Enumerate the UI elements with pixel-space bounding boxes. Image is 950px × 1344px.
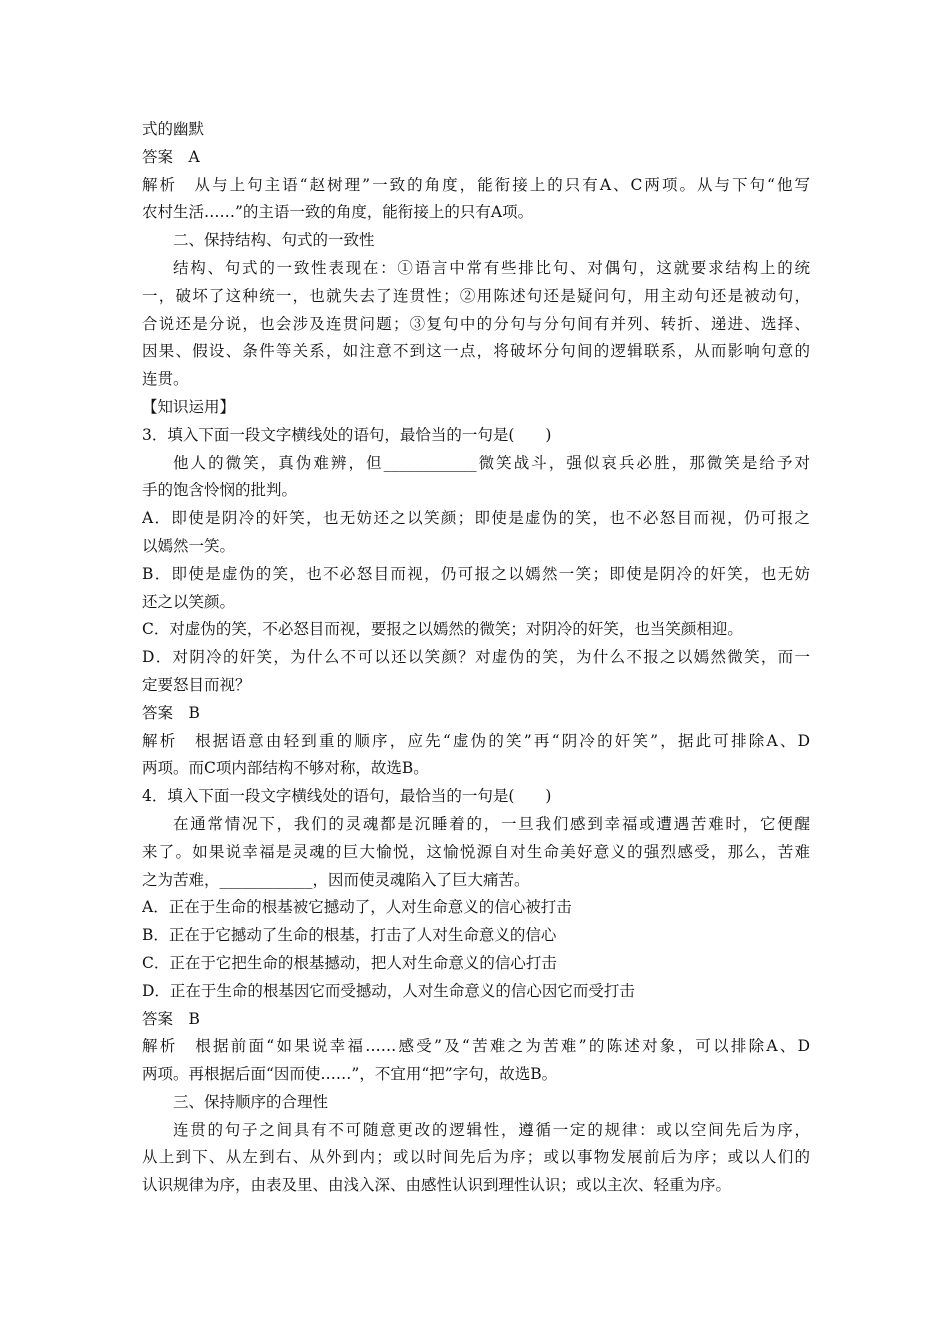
text-line: 结构、句式的一致性表现在：①语言中常有些排比句、对偶句，这就要求结构上的统 <box>173 258 810 277</box>
text-line: 来了。如果说幸福是灵魂的巨大愉悦，这愉悦源自对生命美好意义的强烈感受，那么，苦难 <box>142 842 810 861</box>
text-line: 答案 A <box>142 147 200 166</box>
text-line: 答案 B <box>142 703 200 722</box>
text-line: 合说还是分说，也会涉及连贯问题；③复句中的分句与分句间有并列、转折、递进、选择、 <box>142 314 810 333</box>
text-line: 手的饱含怜悯的批判。 <box>142 481 298 500</box>
text-line: 式的幽默 <box>142 120 205 138</box>
text-line: 两项。而C项内部结构不够对称，故选B。 <box>142 759 429 778</box>
text-line: D．对阴冷的奸笑，为什么不可以还以笑颜？对虚伪的笑，为什么不报之以嫣然微笑，而一 <box>142 648 810 667</box>
text-line: 从上到下、从左到右、从外到内；或以时间先后为序；或以事物发展前后为序；或以人们的 <box>142 1148 810 1167</box>
text-line: 以嫣然一笑。 <box>142 536 236 555</box>
text-line: 农村生活……”的主语一致的角度，能衔接上的只有A项。 <box>142 203 534 222</box>
text-line: B．即使是虚伪的笑，也不必怒目而视，仍可报之以嫣然一笑；即使是阴冷的奸笑，也无妨 <box>142 564 810 583</box>
text-line: 二、保持结构、句式的一致性 <box>173 231 375 250</box>
text-line: 解析 根据语意由轻到重的顺序，应先“虚伪的笑”再“阴冷的奸笑”，据此可排除A、D <box>142 731 810 750</box>
text-line: 定要怒目而视？ <box>142 675 251 694</box>
text-line: 3．填入下面一段文字横线处的语句，最恰当的一句是( ) <box>142 425 552 444</box>
text-line: 【知识运用】 <box>142 397 236 416</box>
text-line: 一，破坏了这种统一，也就失去了连贯性；②用陈述句还是疑问句，用主动句还是被动句， <box>142 286 810 305</box>
text-line: 认识规律为序，由表及里、由浅入深、由感性认识到理性认识；或以主次、轻重为序。 <box>142 1176 732 1195</box>
text-line: 还之以笑颜。 <box>142 592 236 611</box>
text-line: 他人的微笑，真伪难辨，但____________微笑战斗，强似哀兵必胜，那微笑是给予对 <box>173 453 810 472</box>
text-line: 解析 从与上句主语“赵树理”一致的角度，能衔接上的只有A、C两项。从与下句“他写 <box>142 175 810 194</box>
text-line: 三、保持顺序的合理性 <box>173 1092 329 1111</box>
text-line: A．即使是阴冷的奸笑，也无妨还之以笑颜；即使是虚伪的笑，也不必怒目而视，仍可报之 <box>142 509 810 528</box>
text-line: 连贯。 <box>142 370 189 389</box>
text-line: 4．填入下面一段文字横线处的语句，最恰当的一句是( ) <box>142 787 552 806</box>
text-line: 答案 B <box>142 1009 200 1028</box>
text-line: D．正在于生命的根基因它而受撼动，人对生命意义的信心因它而受打击 <box>142 981 635 1000</box>
text-line: 因果、假设、条件等关系，如注意不到这一点，将破坏分句间的逻辑联系，从而影响句意的 <box>142 342 810 361</box>
text-line: C．正在于它把生命的根基撼动，把人对生命意义的信心打击 <box>142 953 557 972</box>
text-line: 之为苦难，____________，因而使灵魂陷入了巨大痛苦。 <box>142 870 530 889</box>
text-line: C．对虚伪的笑，不必怒目而视，要报之以嫣然的微笑；对阴冷的奸笑，也当笑颜相迎。 <box>142 620 743 639</box>
document-page <box>142 116 810 1200</box>
text-line: A．正在于生命的根基被它撼动了，人对生命意义的信心被打击 <box>142 898 572 917</box>
text-line: B．正在于它撼动了生命的根基，打击了人对生命意义的信心 <box>142 926 557 945</box>
text-line: 两项。再根据后面“因而使……”，不宜用“把”字句，故选B。 <box>142 1065 558 1084</box>
text-line: 连贯的句子之间具有不可随意更改的逻辑性，遵循一定的规律：或以空间先后为序， <box>173 1120 810 1139</box>
text-line: 解析 根据前面“如果说幸福……感受”及“苦难之为苦难”的陈述对象，可以排除A、D <box>142 1037 810 1056</box>
text-line: 在通常情况下，我们的灵魂都是沉睡着的，一旦我们感到幸福或遭遇苦难时，它便醒 <box>173 814 810 833</box>
